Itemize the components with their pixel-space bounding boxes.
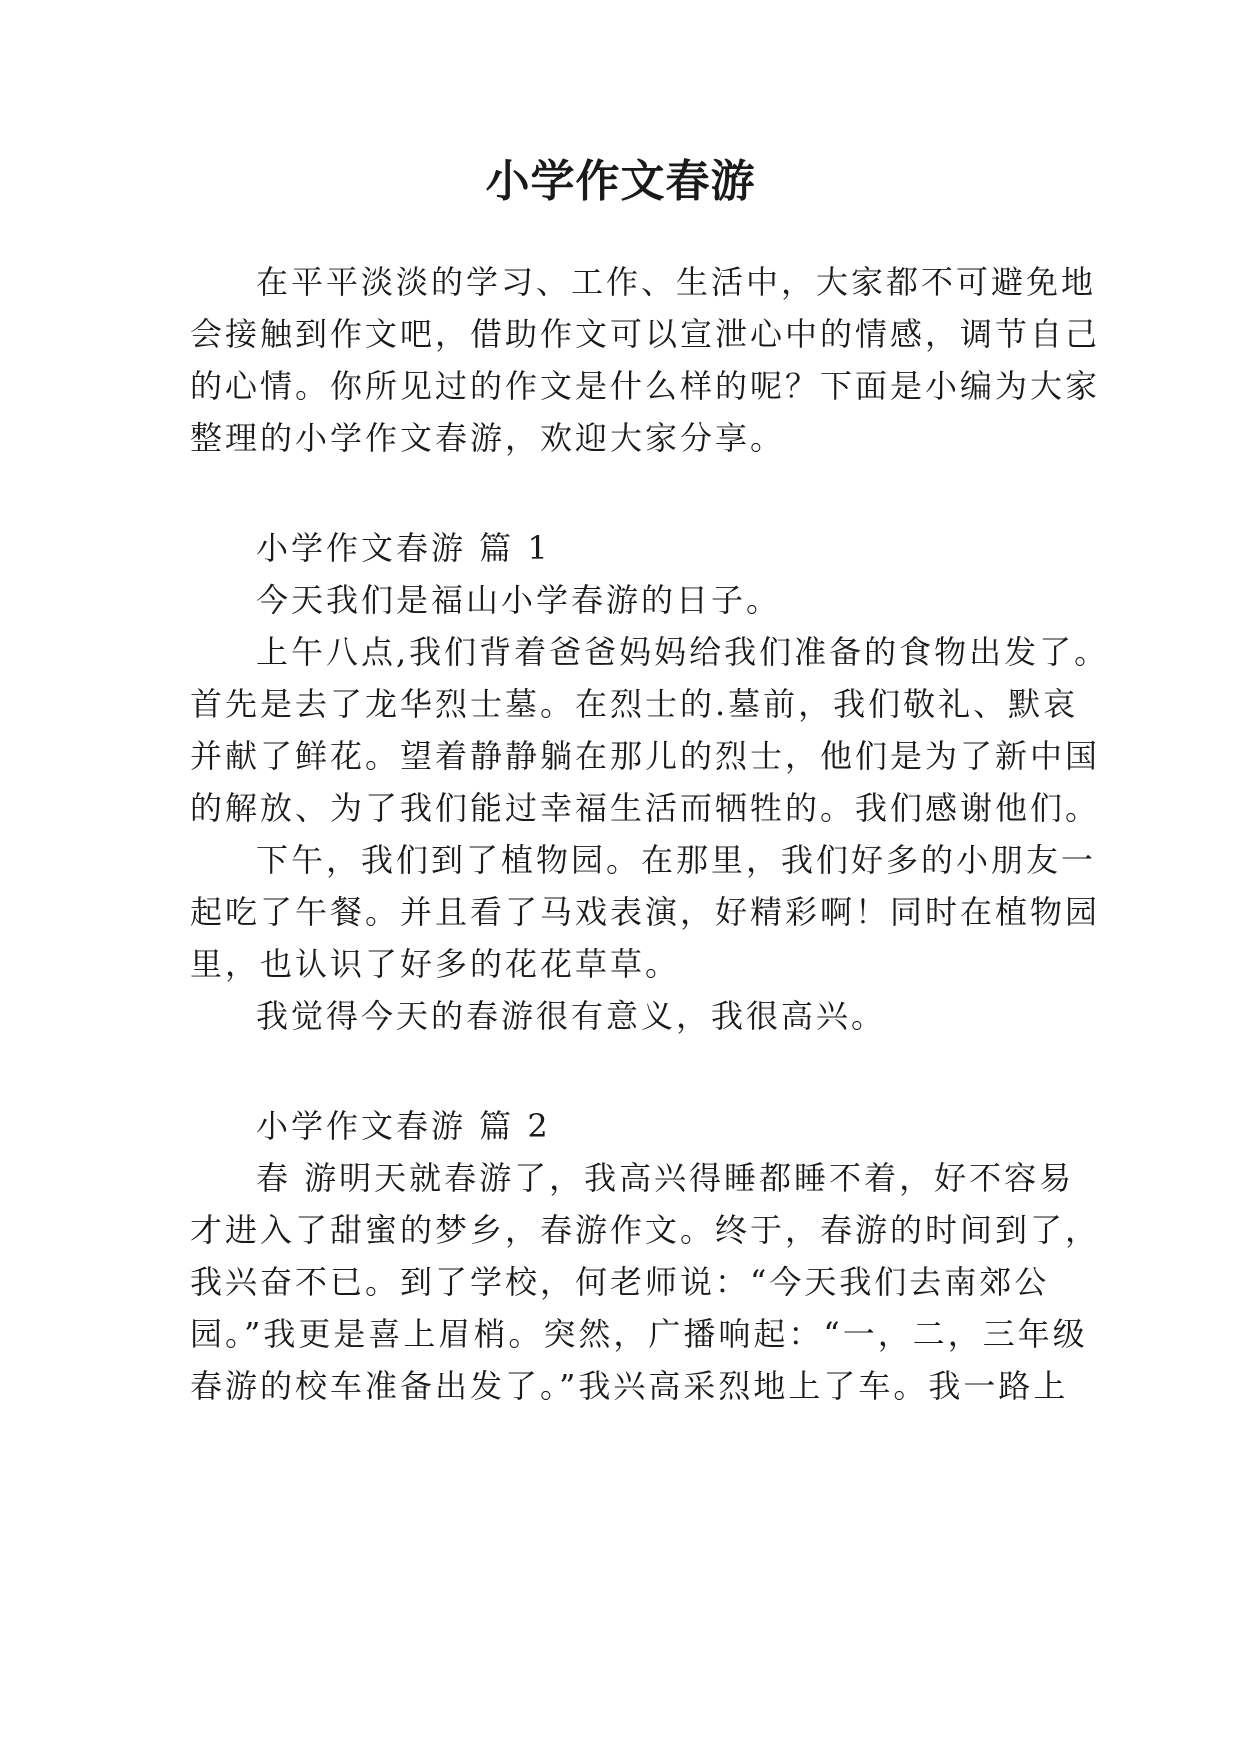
body-line: 首先是去了龙华烈士墓。在烈士的.墓前，我们敬礼、默哀 xyxy=(190,685,1079,723)
intro-line: 在平平淡淡的学习、工作、生活中，大家都不可避免地 xyxy=(256,263,1097,301)
intro-line: 的心情。你所见过的作文是什么样的呢？下面是小编为大家 xyxy=(190,367,1101,405)
body-line: 才进入了甜蜜的梦乡，春游作文。终于，春游的时间到了， xyxy=(190,1211,1101,1249)
body-line: 并献了鲜花。望着静静躺在那儿的烈士，他们是为了新中国 xyxy=(190,737,1101,775)
intro-line: 整理的小学作文春游，欢迎大家分享。 xyxy=(190,419,786,457)
body-line: 的解放、为了我们能过幸福生活而牺牲的。我们感谢他们。 xyxy=(190,789,1101,827)
body-line: 我觉得今天的春游很有意义，我很高兴。 xyxy=(256,997,887,1035)
body-line: 园。”我更是喜上眉梢。突然，广播响起：“一，二，三年级 xyxy=(190,1315,1088,1353)
section-heading: 小学作文春游 篇 2 xyxy=(256,1107,551,1145)
body-line: 里，也认识了好多的花花草草。 xyxy=(190,945,681,983)
document-title: 小学作文春游 xyxy=(485,156,756,207)
body-line: 下午，我们到了植物园。在那里，我们好多的小朋友一 xyxy=(256,841,1097,879)
body-line: 今天我们是福山小学春游的日子。 xyxy=(256,581,782,619)
section-heading: 小学作文春游 篇 1 xyxy=(256,529,551,567)
body-line: 上午八点,我们背着爸爸妈妈给我们准备的食物出发了。 xyxy=(256,633,1110,671)
intro-line: 会接触到作文吧，借助作文可以宣泄心中的情感，调节自己 xyxy=(190,315,1101,353)
body-line: 我兴奋不已。到了学校，何老师说：“今天我们去南郊公 xyxy=(190,1263,1050,1301)
body-line: 春游的校车准备出发了。”我兴高采烈地上了车。我一路上 xyxy=(190,1367,1069,1405)
body-line: 起吃了午餐。并且看了马戏表演，好精彩啊！同时在植物园 xyxy=(190,893,1101,931)
body-line: 春 游明天就春游了，我高兴得睡都睡不着，好不容易 xyxy=(256,1159,1075,1197)
